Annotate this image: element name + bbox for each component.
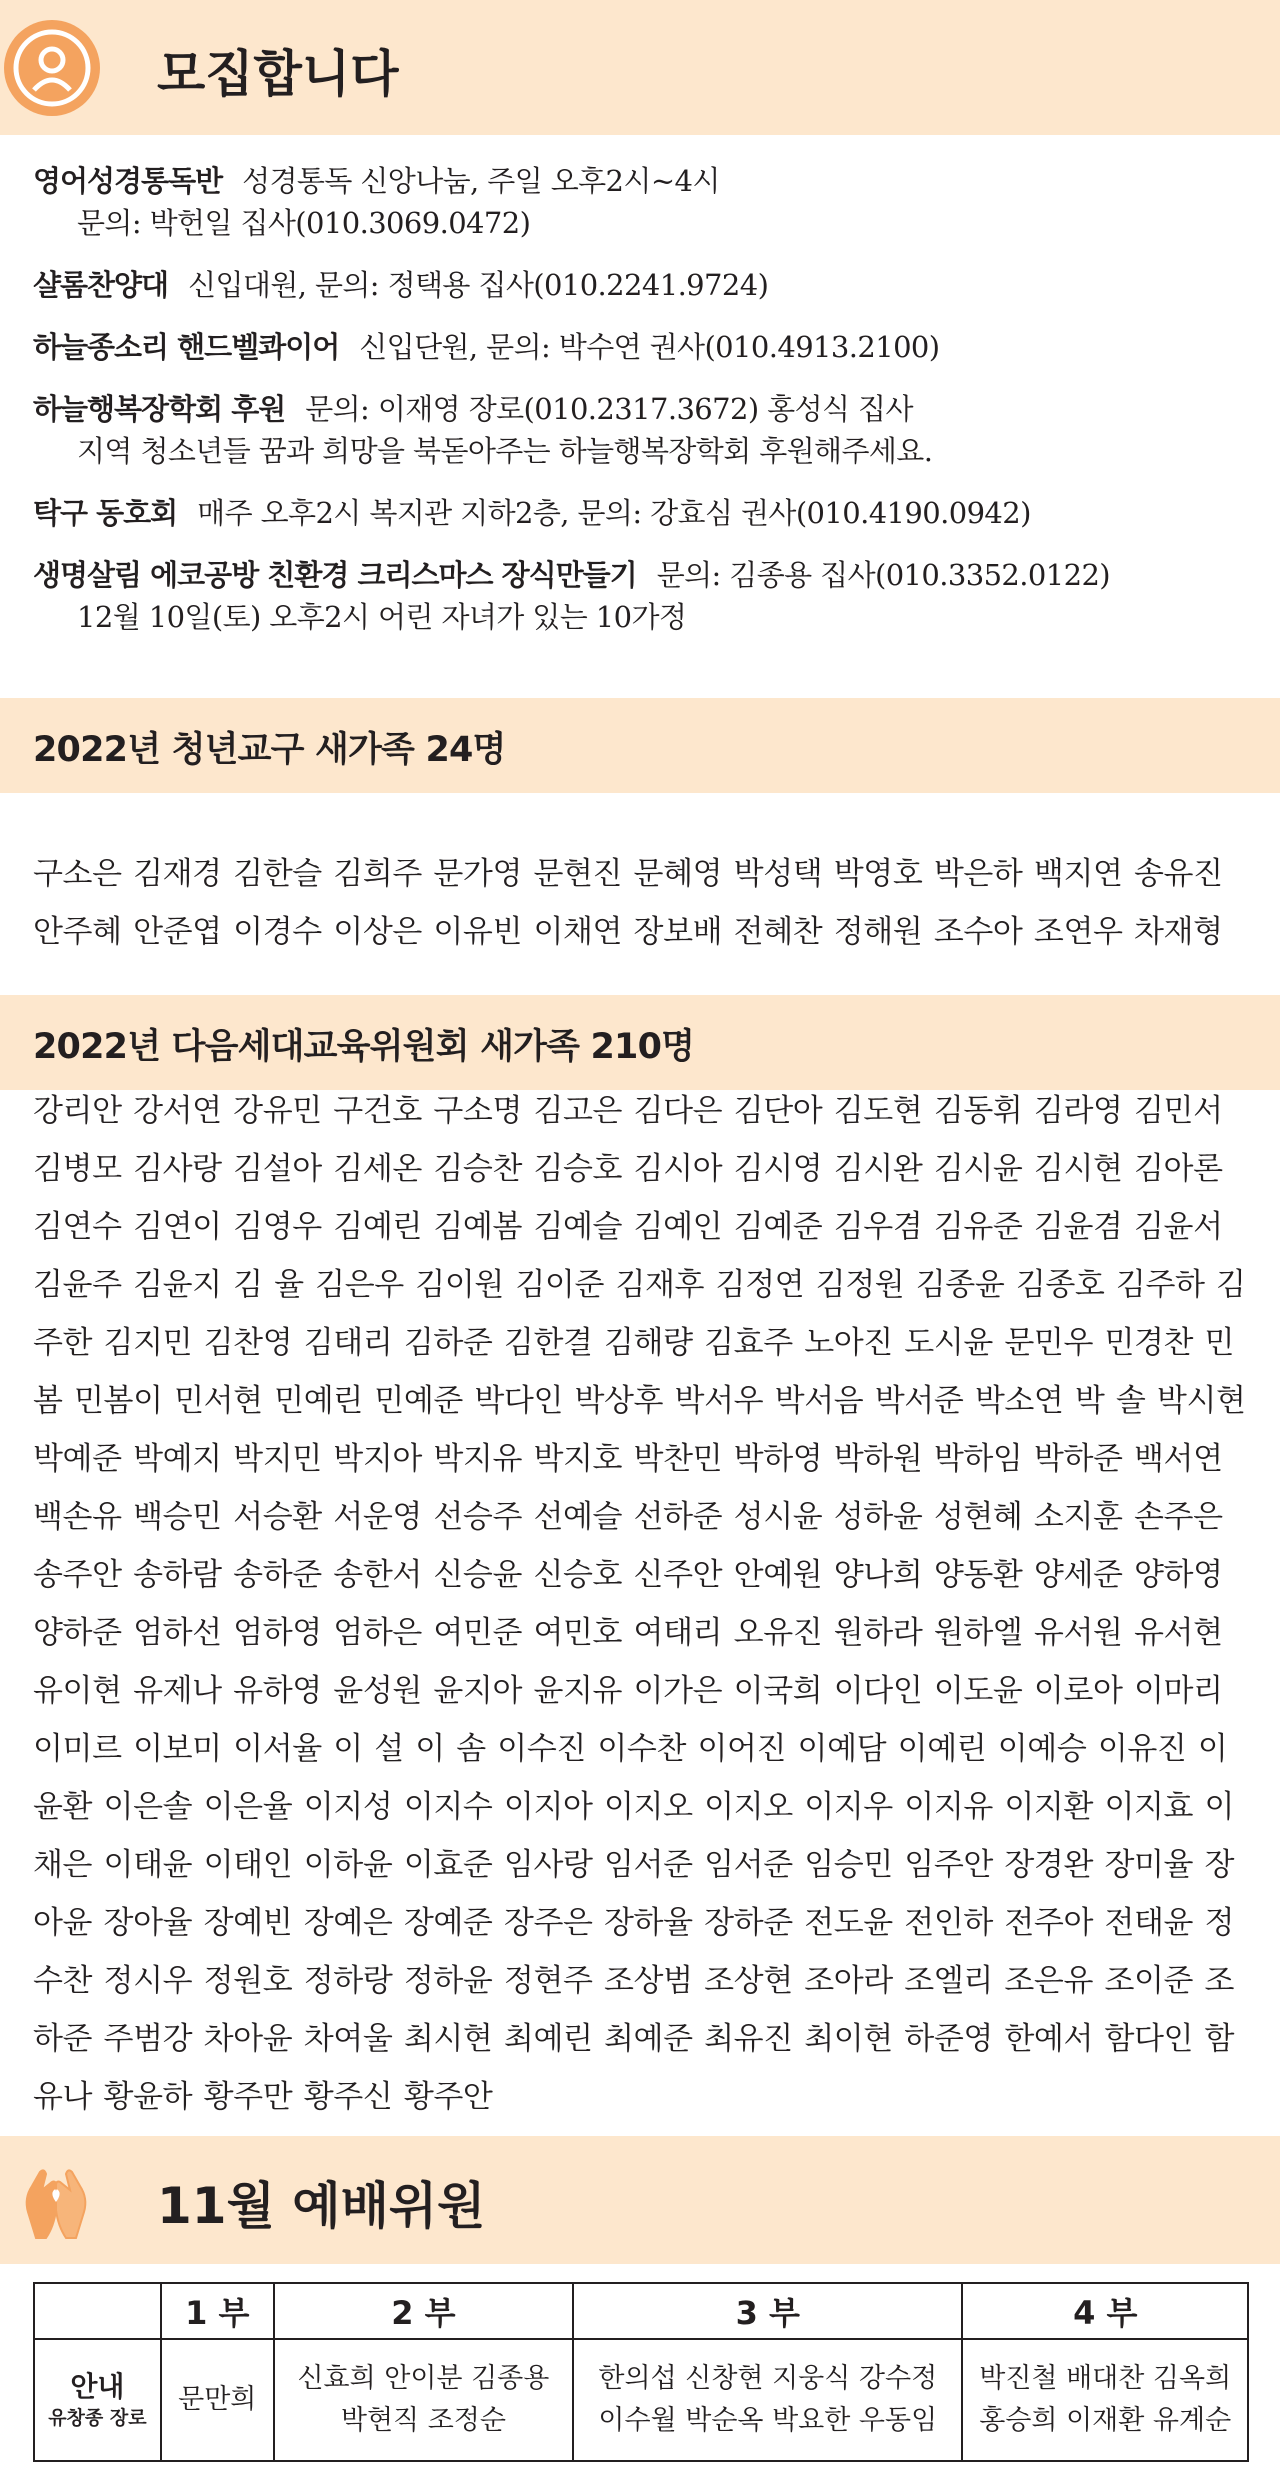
recruit-list bbox=[33, 160, 1263, 658]
recruit-item-detail: 성경통독 신앙나눔, 주일 오후2시~4시 bbox=[242, 164, 720, 198]
table-row bbox=[34, 2339, 1248, 2461]
row-label-usher bbox=[34, 2339, 161, 2461]
recruit-item-name: 하늘종소리 핸드벨콰이어 bbox=[33, 330, 340, 364]
table-cell-service-1 bbox=[161, 2339, 274, 2461]
cell-line: 박현직 조정순 bbox=[340, 2405, 506, 2436]
table-header-service-2: 2 부 bbox=[274, 2283, 573, 2339]
recruit-item-schedule: 12월 10일(토) 오후2시 어린 자녀가 있는 10가정 bbox=[77, 600, 687, 634]
youth-section-header bbox=[0, 698, 1280, 793]
recruit-item-shalom-choir bbox=[33, 264, 1263, 306]
row-label-sub: 유창종 장로 bbox=[48, 2407, 147, 2429]
cell-line: 이수월 박순옥 박요한 우동임 bbox=[598, 2405, 938, 2436]
table-header-service-3: 3 부 bbox=[573, 2283, 962, 2339]
recruit-item-description: 지역 청소년들 꿈과 희망을 북돋아주는 하늘행복장학회 후원해주세요. bbox=[77, 434, 933, 468]
next-gen-section-header bbox=[0, 995, 1280, 1090]
recruit-item-table-tennis bbox=[33, 492, 1263, 534]
table-header-row bbox=[34, 2283, 1248, 2339]
recruit-item-contact: 문의: 박헌일 집사(010.3069.0472) bbox=[77, 206, 531, 240]
recruit-item-name: 탁구 동호회 bbox=[33, 496, 178, 530]
table-header-corner bbox=[34, 2283, 161, 2339]
cell-line: 신효희 안이분 김종용 bbox=[297, 2363, 550, 2394]
recruit-title: 모집합니다 bbox=[157, 45, 399, 103]
cell-line: 문만희 bbox=[178, 2384, 257, 2415]
recruit-item-detail: 문의: 이재영 장로(010.2317.3672) 홍성식 집사 bbox=[305, 392, 913, 426]
recruit-item-name: 하늘행복장학회 후원 bbox=[33, 392, 286, 426]
cell-line: 홍승희 이재환 유계순 bbox=[979, 2405, 1232, 2436]
recruit-item-name: 영어성경통독반 bbox=[33, 164, 223, 198]
worship-banner bbox=[0, 2136, 1280, 2264]
next-gen-names-list: 강리안 강서연 강유민 구건호 구소명 김고은 김다은 김단아 김도현 김동휘 김라영 김민서 김병모 김사랑 김설아 김세온 김승찬 김승호 김시아 김시영 김시완 김시윤 김시현 김아론 김연수 김연이 김영우 김예린 김예봄 김예슬 김예인 김예준 김우겸 김유준 김윤겸 김윤서 김윤주 김윤지 김 율 김은우 김이원 김이준 김재후 김정연 김정원 김종윤 김종호 김주하 김주한 김지민 김찬영 김태리 김하준 김한결 김해량 김효주 노아진 도시윤 문민우 민경찬 민 봄 민봄이 민서현 민예린 민예준 박다인 박상후 박서우 박서음 박서준 박소연 박 솔 박시현 박예준 박예지 박지민 박지아 박지유 박지호 박찬민 박하영 박하원 박하임 박하준 백서연 백손유 백승민 서승환 서운영 선승주 선예슬 선하준 성시윤 성하윤 성현혜 소지훈 손주은 송주안 송하람 송하준 송한서 신승윤 신승호 신주안 안예원 양나희 양동환 양세준 양하영 양하준 엄하선 엄하영 엄하은 여민준 여민호 여태리 오유진 원하라 원하엘 유서원 유서현 유이현 유제나 유하영 윤성원 윤지아 윤지유 이가은 이국희 이다인 이도윤 이로아 이마리 이미르 이보미 이서율 이 설 이 솜 이수진 이수찬 이어진 이예담 이예린 이예승 이유진 이윤환 이은솔 이은율 이지성 이지수 이지아 이지오 이지오 이지우 이지유 이지환 이지효 이채은 이태윤 이태인 이하윤 이효준 임사랑 임서준 임서준 임승민 임주안 장경완 장미율 장아윤 장아율 장예빈 장예은 장예준 장주은 장하율 장하준 전도윤 전인하 전주아 전태윤 정수찬 정시우 정원호 정하랑 정하윤 정현주 조상범 조상현 조아라 조엘리 조은유 조이준 조하준 주범강 차아윤 차여울 최시현 최예린 최예준 최유진 최이현 하준영 한예서 함다인 함유나 황윤하 황주만 황주신 황주안 bbox=[33, 1093, 1246, 2115]
recruit-item-name: 샬롬찬양대 bbox=[33, 268, 169, 302]
recruit-item-scholarship bbox=[33, 388, 1263, 472]
table-cell-service-3 bbox=[573, 2339, 962, 2461]
recruit-item-detail: 신입단원, 문의: 박수연 권사(010.4913.2100) bbox=[359, 330, 940, 364]
worship-committee-table bbox=[33, 2282, 1249, 2462]
recruit-item-detail: 신입대원, 문의: 정택용 집사(010.2241.9724) bbox=[188, 268, 769, 302]
table-cell-service-4 bbox=[962, 2339, 1248, 2461]
recruit-item-detail: 매주 오후2시 복지관 지하2층, 문의: 강효심 권사(010.4190.0942) bbox=[197, 496, 1031, 530]
recruit-item-detail: 문의: 김종용 집사(010.3352.0122) bbox=[656, 558, 1111, 592]
table-header-service-4: 4 부 bbox=[962, 2283, 1248, 2339]
recruit-banner bbox=[0, 0, 1280, 135]
recruit-item-name: 생명살림 에코공방 친환경 크리스마스 장식만들기 bbox=[33, 558, 637, 592]
cell-line: 박진철 배대찬 김옥희 bbox=[979, 2363, 1232, 2394]
recruit-item-handbell-choir bbox=[33, 326, 1263, 368]
youth-section-title: 2022년 청년교구 새가족 24명 bbox=[33, 730, 506, 770]
praying-hands-icon bbox=[6, 2150, 106, 2250]
person-icon bbox=[4, 20, 100, 116]
row-label-main: 안내 bbox=[70, 2370, 125, 2403]
table-header-service-1: 1 부 bbox=[161, 2283, 274, 2339]
cell-line: 한의섭 신창현 지웅식 강수정 bbox=[598, 2363, 938, 2394]
recruit-item-eco-workshop bbox=[33, 554, 1263, 638]
next-gen-section-title: 2022년 다음세대교육위원회 새가족 210명 bbox=[33, 1027, 695, 1067]
youth-names-list: 구소은 김재경 김한슬 김희주 문가영 문현진 문혜영 박성택 박영호 박은하 백지연 송유진 안주혜 안준엽 이경수 이상은 이유빈 이채연 장보배 전혜찬 정해원 조수아 조연우 차재형 bbox=[33, 856, 1223, 950]
table-cell-service-2 bbox=[274, 2339, 573, 2461]
worship-title: 11월 예배위원 bbox=[157, 2177, 486, 2235]
recruit-item-english-bible bbox=[33, 160, 1263, 244]
